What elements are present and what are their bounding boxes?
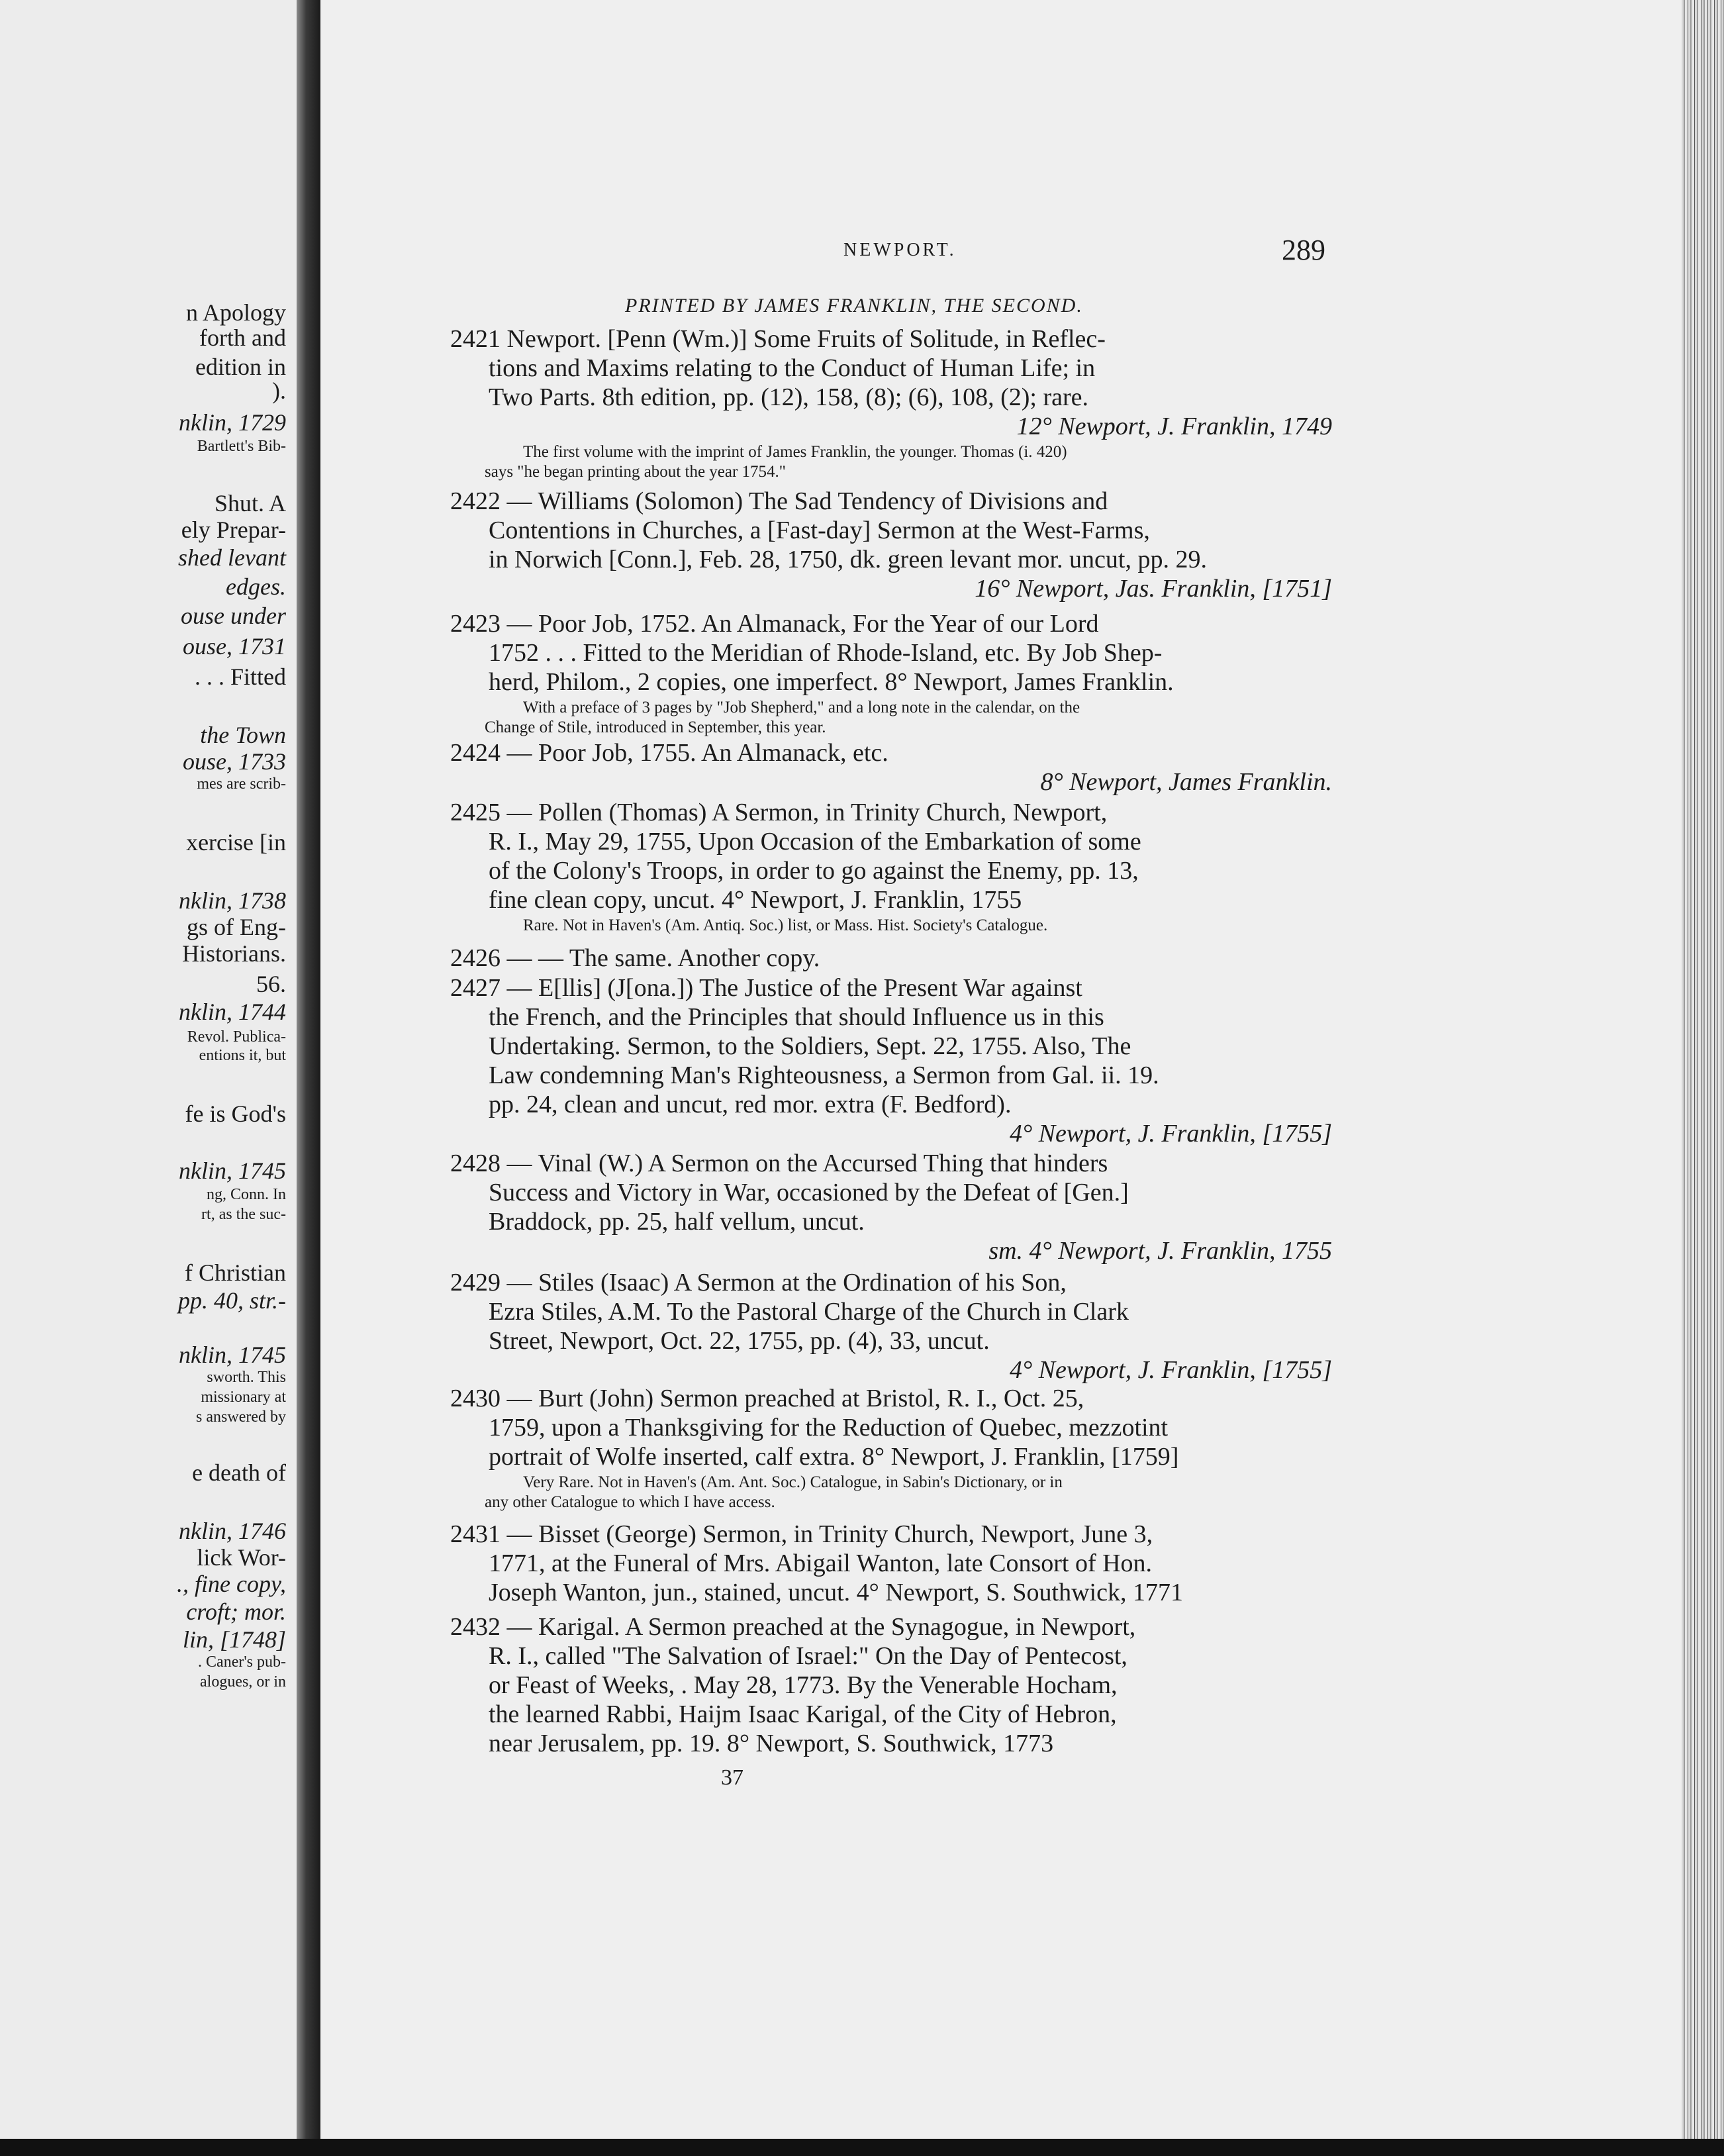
entry-note: Very Rare. Not in Haven's (Am. Ant. Soc.) Catalogue, in Sabin's Dictionary, or in (523, 1473, 1063, 1491)
left-page-fragment-line: 56. (256, 971, 286, 997)
entry-line: fine clean copy, uncut. 4° Newport, J. Franklin, 1755 (489, 886, 1022, 914)
entry-line: Ezra Stiles, A.M. To the Pastoral Charge of the Church in Clark (489, 1298, 1129, 1326)
left-page-fragment-line: forth and (199, 324, 286, 351)
left-page-fragment-line: entions it, but (199, 1047, 286, 1064)
left-page-fragment-line: alogues, or in (200, 1673, 286, 1690)
entry-line: Joseph Wanton, jun., stained, uncut. 4° Newport, S. Southwick, 1771 (489, 1579, 1183, 1606)
entry-imprint: 4° Newport, J. Franklin, [1755] (1009, 1356, 1332, 1384)
entry-line: R. I., called "The Salvation of Israel:" On the Day of Pentecost, (489, 1642, 1127, 1670)
right-page (320, 0, 1682, 2139)
left-page-fragment-line: Shut. A (214, 490, 286, 516)
entry-line: pp. 24, clean and uncut, red mor. extra (F. Bedford). (489, 1091, 1012, 1118)
entry-line: 2423 — Poor Job, 1752. An Almanack, For the Year of our Lord (450, 610, 1099, 638)
entry-imprint: 8° Newport, James Franklin. (1040, 768, 1332, 796)
left-page-fragment-line: croft; mor. (186, 1598, 286, 1625)
page-number: 289 (1282, 234, 1325, 266)
left-page-fragment-line: Bartlett's Bib- (197, 438, 286, 455)
left-page-fragment-line: nklin, 1745 (179, 1157, 286, 1184)
left-page-fragment-line: nklin, 1738 (179, 887, 286, 914)
left-page-fragment-line: . Caner's pub- (198, 1653, 286, 1671)
left-page-fragment-line: edition in (195, 354, 286, 380)
entry-note: any other Catalogue to which I have access. (485, 1493, 775, 1511)
entry-imprint: 4° Newport, J. Franklin, [1755] (1009, 1120, 1332, 1148)
entry-line: Two Parts. 8th edition, pp. (12), 158, (8); (6), 108, (2); rare. (489, 383, 1088, 411)
left-page-fragment-line: fe is God's (185, 1101, 286, 1127)
left-page-fragment-line: gs of Eng- (187, 914, 286, 940)
entry-imprint: 16° Newport, Jas. Franklin, [1751] (975, 575, 1332, 603)
book-gutter (297, 0, 320, 2156)
left-page-fragment-line: ouse under (181, 603, 286, 629)
left-page-fragment-line: nklin, 1744 (179, 999, 286, 1025)
left-page-fragment-line: nklin, 1746 (179, 1518, 286, 1544)
entry-line: portrait of Wolfe inserted, calf extra. 8° Newport, J. Franklin, [1759] (489, 1443, 1179, 1471)
entry-imprint: 12° Newport, J. Franklin, 1749 (1016, 413, 1332, 440)
entry-line: 2429 — Stiles (Isaac) A Sermon at the Ordination of his Son, (450, 1269, 1067, 1297)
left-page-fragment-line: Revol. Publica- (187, 1028, 286, 1046)
entry-line: 2431 — Bisset (George) Sermon, in Trinity Church, Newport, June 3, (450, 1520, 1153, 1548)
entry-note: The first volume with the imprint of James Franklin, the younger. Thomas (i. 420) (523, 443, 1067, 461)
entry-note: Change of Stile, introduced in September, this year. (485, 718, 826, 736)
left-page-fragment-line: . . . Fitted (194, 663, 286, 690)
entry-line: R. I., May 29, 1755, Upon Occasion of the Embarkation of some (489, 828, 1141, 856)
entry-line: 2425 — Pollen (Thomas) A Sermon, in Trinity Church, Newport, (450, 799, 1108, 826)
entry-note: Rare. Not in Haven's (Am. Antiq. Soc.) list, or Mass. Hist. Society's Catalogue. (523, 916, 1048, 934)
entry-line: herd, Philom., 2 copies, one imperfect. 8° Newport, James Franklin. (489, 668, 1174, 696)
left-page-fragment-line: missionary at (201, 1389, 286, 1406)
entry-line: 2427 — E[llis] (J[ona.]) The Justice of the Present War against (450, 974, 1082, 1002)
entry-line: tions and Maxims relating to the Conduct of Human Life; in (489, 354, 1096, 382)
entry-line: 2422 — Williams (Solomon) The Sad Tendency of Divisions and (450, 487, 1108, 515)
running-head: NEWPORT. (843, 240, 957, 260)
left-page-fragment-line: s answered by (196, 1408, 286, 1426)
entry-line: 1771, at the Funeral of Mrs. Abigail Wanton, late Consort of Hon. (489, 1549, 1153, 1577)
entry-line: 2426 — — The same. Another copy. (450, 944, 820, 972)
entry-line: Undertaking. Sermon, to the Soldiers, Sept. 22, 1755. Also, The (489, 1032, 1131, 1060)
left-page-fragment-line: shed levant (178, 544, 286, 571)
left-page-fragment-line: lick Wor- (197, 1544, 286, 1571)
entry-line: 2430 — Burt (John) Sermon preached at Bristol, R. I., Oct. 25, (450, 1385, 1084, 1412)
left-page-fragment-line: ouse, 1731 (183, 633, 286, 660)
signature-mark: 37 (721, 1765, 743, 1790)
entry-line: in Norwich [Conn.], Feb. 28, 1750, dk. green levant mor. uncut, pp. 29. (489, 546, 1207, 573)
section-heading: PRINTED BY JAMES FRANKLIN, THE SECOND. (625, 295, 1083, 317)
entry-line: Contentions in Churches, a [Fast-day] Sermon at the West-Farms, (489, 516, 1150, 544)
entry-line: 2421 Newport. [Penn (Wm.)] Some Fruits of Solitude, in Reflec- (450, 325, 1106, 353)
left-page-fragment-line: sworth. This (207, 1369, 286, 1386)
entry-line: 1752 . . . Fitted to the Meridian of Rhode-Island, etc. By Job Shep- (489, 639, 1163, 667)
entry-line: Braddock, pp. 25, half vellum, uncut. (489, 1208, 865, 1236)
left-page-fragment-line: edges. (226, 573, 286, 600)
left-page-fragment-line: rt, as the suc- (201, 1206, 286, 1223)
left-page-fragment-line: xercise [in (186, 829, 286, 856)
entry-line: or Feast of Weeks, . May 28, 1773. By the Venerable Hocham, (489, 1671, 1118, 1699)
entry-note: With a preface of 3 pages by "Job Shepherd," and a long note in the calendar, on the (523, 699, 1080, 716)
entry-line: Law condemning Man's Righteousness, a Sermon from Gal. ii. 19. (489, 1061, 1159, 1089)
scan-bottom-border (0, 2139, 1724, 2156)
left-page-fragment-line: e death of (192, 1459, 286, 1486)
page-edges (1682, 0, 1724, 2156)
left-page-fragment-line: ng, Conn. In (207, 1186, 286, 1203)
left-page-fragment-line: ouse, 1733 (183, 748, 286, 775)
entry-line: near Jerusalem, pp. 19. 8° Newport, S. Southwick, 1773 (489, 1730, 1054, 1757)
left-page-fragment-line: pp. 40, str.- (177, 1287, 286, 1314)
entry-line: the French, and the Principles that should Influence us in this (489, 1003, 1104, 1031)
left-page-fragment-line: ely Prepar- (181, 516, 286, 543)
left-page-fragment-line: lin, [1748] (182, 1626, 286, 1653)
entry-line: 1759, upon a Thanksgiving for the Reduction of Quebec, mezzotint (489, 1414, 1169, 1442)
left-page-fragment-line: mes are scrib- (197, 775, 286, 793)
entry-note: says "he began printing about the year 1754." (485, 463, 787, 481)
entry-line: the learned Rabbi, Haijm Isaac Karigal, of the City of Hebron, (489, 1700, 1117, 1728)
entry-imprint: sm. 4° Newport, J. Franklin, 1755 (988, 1237, 1332, 1265)
entry-line: Success and Victory in War, occasioned by the Defeat of [Gen.] (489, 1179, 1129, 1206)
entry-line: Street, Newport, Oct. 22, 1755, pp. (4), 33, uncut. (489, 1327, 990, 1355)
left-page-fragment-line: f Christian (185, 1259, 286, 1286)
entry-line: 2432 — Karigal. A Sermon preached at the Synagogue, in Newport, (450, 1613, 1136, 1641)
left-page-fragment-line: nklin, 1745 (179, 1342, 286, 1368)
left-page-fragment-line: n Apology (185, 299, 286, 326)
entry-line: of the Colony's Troops, in order to go against the Enemy, pp. 13, (489, 857, 1139, 885)
entry-line: 2424 — Poor Job, 1755. An Almanack, etc. (450, 739, 888, 767)
left-page-fragment-line: nklin, 1729 (179, 409, 286, 436)
left-page-fragment-line: ). (272, 377, 286, 404)
left-page-fragment (0, 0, 297, 2145)
left-page-fragment-line: the Town (200, 722, 286, 748)
left-page-fragment-line: Historians. (182, 940, 286, 967)
left-page-fragment-line: ., fine copy, (177, 1571, 286, 1597)
entry-line: 2428 — Vinal (W.) A Sermon on the Accursed Thing that hinders (450, 1150, 1108, 1177)
